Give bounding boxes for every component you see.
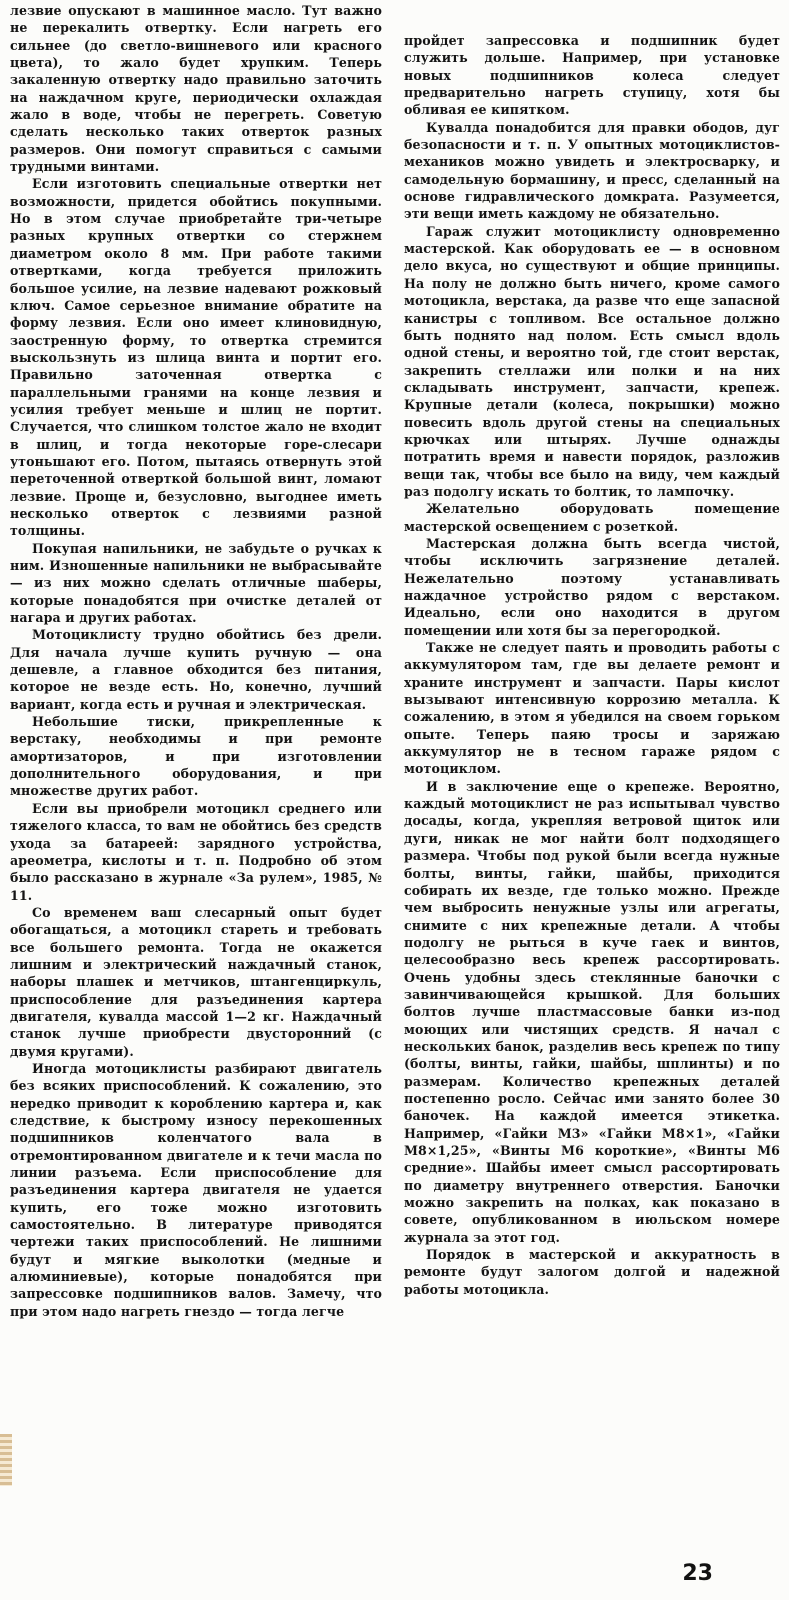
article-column-left [10,2,382,1320]
paragraph: Иногда мотоциклисты разбирают двигатель без всяких приспособлений. К сожалению, это нередко приводит к короблению картера и, как следствие, к быстрому износу перекошенных подшипников коленчатого вала в отремонтированном двигателе и к течи масла по линии разъема. Если приспособление для разъединения картера двигателя не удается купить, его тоже можно изготовить самостоятельно. В литературе приводятся чертежи таких приспособлений. Не лишними будут и мягкие выколотки (медные и алюминиевые), которые понадобятся при запрессовке подшипников валов. Замечу, что при этом надо нагреть гнездо — тогда легче [10,1060,382,1319]
paragraph: пройдет запрессовка и подшипник будет служить дольше. Например, при установке новых подшипников колеса следует предварительно нагреть ступицу, хотя бы обливая ее кипятком. [404,33,780,118]
paragraph: Если изготовить специальные отвертки нет возможности, придется обойтись покупными. Но в этом случае приобретайте три-четыре разных крупных отвертки со стержнем диаметром около 8 мм. При работе такими отвертками, когда требуется приложить большое усилие, на лезвие надевают рожковый ключ. Самое серьезное внимание обратите на форму лезвия. Если оно имеет клиновидную, заостренную форму, то отвертка стремится выскользнуть из шлица винта и портит его. Правильно заточенная отвертка с параллельными гранями на конце лезвия и усилия требует меньше и шлиц не портит. Случается, что слишком толстое жало не входит в шлиц, и тогда некоторые горе-слесари утоньшают его. Потом, пытаясь отвернуть этой переточенной отверткой большой винт, ломают лезвие. Проще и, безусловно, выгоднее иметь несколько отверток с лезвиями разной толщины. [10,176,382,539]
paragraph: Гараж служит мотоциклисту одновременно мастерской. Как оборудовать ее — в основном дело вкуса, но существуют и общие принципы. На полу не должно быть ничего, кроме самого мотоцикла, верстака, да разве что еще запасной канистры с топливом. Все остальное должно быть поднято над полом. Есть смысл вдоль одной стены, и вероятно той, где стоит верстак, закрепить стеллажи или полки и на них складывать инструмент, запчасти, крепеж. Крупные детали (колеса, покрышки) можно повесить вдоль другой стены на специальных крючках или штырях. Лучше однажды потратить время и навести порядок, разложив вещи так, чтобы все было на виду, чем каждый раз подолгу искать то болтик, то лампочку. [404,223,780,499]
paragraph: Мотоциклисту трудно обойтись без дрели. Для начала лучше купить ручную — она дешевле, а главное обходится без питания, которое не везде есть. Но, конечно, лучший вариант, когда есть и ручная и электрическая. [10,627,382,712]
paragraph: Небольшие тиски, прикрепленные к верстаку, необходимы и при ремонте амортизаторов, и при изготовлении дополнительного оборудования, и при множестве других работ. [10,714,382,799]
paragraph: Кувалда понадобится для правки ободов, дуг безопасности и т. п. У опытных мотоциклистов-механиков можно увидеть и электросварку, и самодельную бормашину, и пресс, сделанный на основе гидравлического домкрата. Разумеется, эти вещи иметь каждому не обязательно. [404,119,780,222]
paragraph: лезвие опускают в машинное масло. Тут важно не перекалить отвертку. Если нагреть его сильнее (до светло-вишневого или красного цвета), то жало будет хрупким. Теперь закаленную отвертку надо правильно заточить на наждачном круге, периодически охлаждая жало в воде, чтобы не перегреть. Советую сделать несколько таких отверток разных размеров. Они помогут справиться с самыми трудными винтами. [10,3,382,175]
paragraph: Со временем ваш слесарный опыт будет обогащаться, а мотоцикл стареть и требовать все большего ремонта. Тогда не окажется лишним и электрический наждачный станок, наборы плашек и метчиков, штангенциркуль, приспособление для разъединения картера двигателя, кувалда массой 1—2 кг. Наждачный станок лучше приобрести двусторонний (с двумя кругами). [10,904,382,1059]
article-column-right [404,32,780,1298]
page-number: 23 [682,1561,713,1586]
paragraph: Если вы приобрели мотоцикл среднего или тяжелого класса, то вам не обойтись без средств ухода за батареей: зарядного устройства, ареометра, кислоты и т. п. Подробно об этом было рассказано в журнале «За рулем», 1985, № 11. [10,800,382,903]
paragraph: Мастерская должна быть всегда чистой, чтобы исключить загрязнение деталей. Нежелательно поэтому устанавливать наждачное устройство рядом с верстаком. Идеально, если оно находится в другом помещении или хотя бы за перегородкой. [404,535,780,638]
paragraph: Порядок в мастерской и аккуратность в ремонте будут залогом долгой и надежной работы мотоцикла. [404,1247,780,1297]
paragraph: Покупая напильники, не забудьте о ручках к ним. Изношенные напильники не выбрасывайте — из них можно сделать отличные шаберы, которые понадобятся при очистке деталей от нагара и других работах. [10,540,382,626]
paragraph: Также не следует паять и проводить работы с аккумулятором там, где вы делаете ремонт и храните инструмент и запчасти. Пары кислот вызывают интенсивную коррозию металла. К сожалению, в этом я убедился на своем горьком опыте. Теперь паяю тросы и заряжаю аккумулятор не в тесном гараже рядом с мотоциклом. [404,640,780,777]
paragraph: Желательно оборудовать помещение мастерской освещением с розеткой. [404,501,780,534]
paragraph: И в заключение еще о крепеже. Вероятно, каждый мотоциклист не раз испытывал чувство досады, когда, укрепляя ветровой щиток или дуги, никак не мог найти болт подходящего размера. Чтобы под рукой были всегда нужные болты, винты, гайки, шайбы, приходится собирать их везде, где только можно. Прежде чем выбросить ненужные узлы или агрегаты, снимите с них крепежные детали. А чтобы подолгу не рыться в куче гаек и винтов, целесообразно весь крепеж рассортировать. Очень удобны здесь стеклянные баночки с завинчивающейся крышкой. Для больших болтов лучше пластмассовые банки из-под моющих или чистящих средств. Я начал с нескольких банок, разделив весь крепеж по типу (болты, винты, гайки, шайбы, шплинты) и по размерам. Количество крепежных деталей постепенно росло. Сейчас ими занято более 30 баночек. На каждой имеется этикетка. Например, «Гайки М3» «Гайки М8×1», «Гайки М8×1,25», «Винты М6 короткие», «Винты М6 средние». Шайбы имеет смысл рассортировать по диаметру внутреннего отверстия. Баночки можно закрепить на полках, как показано в совете, опубликованном в июльском номере журнала за этот год. [404,778,780,1245]
scan-edge-mark [0,1434,12,1486]
